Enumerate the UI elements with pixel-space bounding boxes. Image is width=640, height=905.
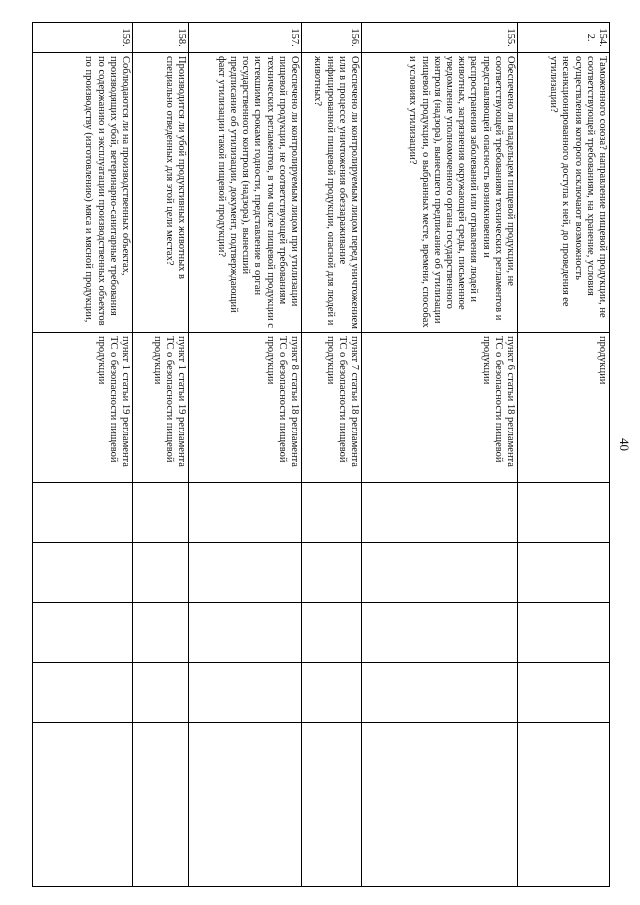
answer-cell bbox=[362, 543, 518, 603]
answer-cell bbox=[518, 603, 610, 663]
page-number: 40 bbox=[617, 438, 632, 451]
answer-cell bbox=[133, 723, 189, 887]
answer-cell bbox=[33, 663, 133, 723]
answer-cell bbox=[302, 603, 362, 663]
answer-cell bbox=[133, 483, 189, 543]
answer-cell bbox=[133, 663, 189, 723]
answer-cell bbox=[362, 663, 518, 723]
reference-text: пункт 1 статьи 19 регламента ТС о безопасности пищевой продукции bbox=[133, 333, 189, 483]
row-number: 158. bbox=[133, 23, 189, 53]
table-row bbox=[302, 23, 362, 887]
reference-text: пункт 6 статьи 18 регламента ТС о безопасности пищевой продукции bbox=[362, 333, 518, 483]
question-text: Обеспечено ли контролируемым лицом при утилизации пищевой продукции, не соответствующей требованиям технических регламентов, в том числе пищевой продукции с истекшими сроками годности, представление в орган государственного контроля (надзора), вынесший предписание об утилизации, документ, подтверждающий факт утилизации такой пищевой продукции? bbox=[189, 53, 302, 333]
answer-cell bbox=[189, 723, 302, 887]
answer-cell bbox=[302, 723, 362, 887]
question-text: Обеспечено ли контролируемым лицом перед уничтожением или в процессе уничтожения обеззараживание инфицированной пищевой продукции, опасной для людей и животных? bbox=[302, 53, 362, 333]
row-number: 157. bbox=[189, 23, 302, 53]
answer-cell bbox=[518, 483, 610, 543]
answer-cell bbox=[133, 543, 189, 603]
question-text: Обеспечено ли владельцем пищевой продукции, не соответствующей требованиям технических регламентов и представляющей опасность возникновения и распространения заболеваний или отравления людей и животных, загрязнения окружающей среды, письменное уведомление уполномоченного органа государственного контроля (надзора), вынесшего предписание об утилизации пищевой продукции, о выбранных месте, времени, способах и условиях утилизации? bbox=[362, 53, 518, 333]
answer-cell bbox=[189, 543, 302, 603]
row-number: 155. bbox=[362, 23, 518, 53]
table-row bbox=[189, 23, 302, 887]
row-number: 154.2. bbox=[518, 23, 610, 53]
question-text: Соблюдаются ли на производственных объектах, производящих убой, ветеринарно-санитарные требования по содержанию и эксплуатации производственных объектов по производству (изготовлению) мяса и мясной продукции, bbox=[33, 53, 133, 333]
answer-cell bbox=[33, 603, 133, 663]
table-row bbox=[362, 23, 518, 887]
answer-cell bbox=[302, 543, 362, 603]
answer-cell bbox=[302, 483, 362, 543]
question-text: Производится ли убой продуктивных животных в специально отведенных для этой цели местах? bbox=[133, 53, 189, 333]
answer-cell bbox=[133, 603, 189, 663]
reference-text: пункт 1 статьи 19 регламента ТС о безопасности пищевой продукции bbox=[33, 333, 133, 483]
checklist-table bbox=[32, 22, 610, 887]
question-text: Таможенного союза? направление пищевой продукции, не соответствующей требованиям, на хранение, условия осуществления которого исключают возможность несанкционированного доступа к ней, до проведения ее утилизации? bbox=[518, 53, 610, 333]
row-number: 156. bbox=[302, 23, 362, 53]
answer-cell bbox=[518, 723, 610, 887]
answer-cell bbox=[362, 603, 518, 663]
table-row bbox=[518, 23, 610, 887]
answer-cell bbox=[302, 663, 362, 723]
answer-cell bbox=[33, 483, 133, 543]
answer-cell bbox=[33, 543, 133, 603]
reference-text: пункт 8 статьи 18 регламента ТС о безопасности пищевой продукции bbox=[189, 333, 302, 483]
answer-cell bbox=[189, 663, 302, 723]
answer-cell bbox=[362, 483, 518, 543]
answer-cell bbox=[33, 723, 133, 887]
answer-cell bbox=[189, 483, 302, 543]
reference-text: продукции bbox=[518, 333, 610, 483]
table-row bbox=[33, 23, 133, 887]
answer-cell bbox=[518, 543, 610, 603]
table-row bbox=[133, 23, 189, 887]
answer-cell bbox=[362, 723, 518, 887]
answer-cell bbox=[189, 603, 302, 663]
answer-cell bbox=[518, 663, 610, 723]
reference-text: пункт 7 статьи 18 регламента ТС о безопасности пищевой продукции bbox=[302, 333, 362, 483]
row-number: 159. bbox=[33, 23, 133, 53]
